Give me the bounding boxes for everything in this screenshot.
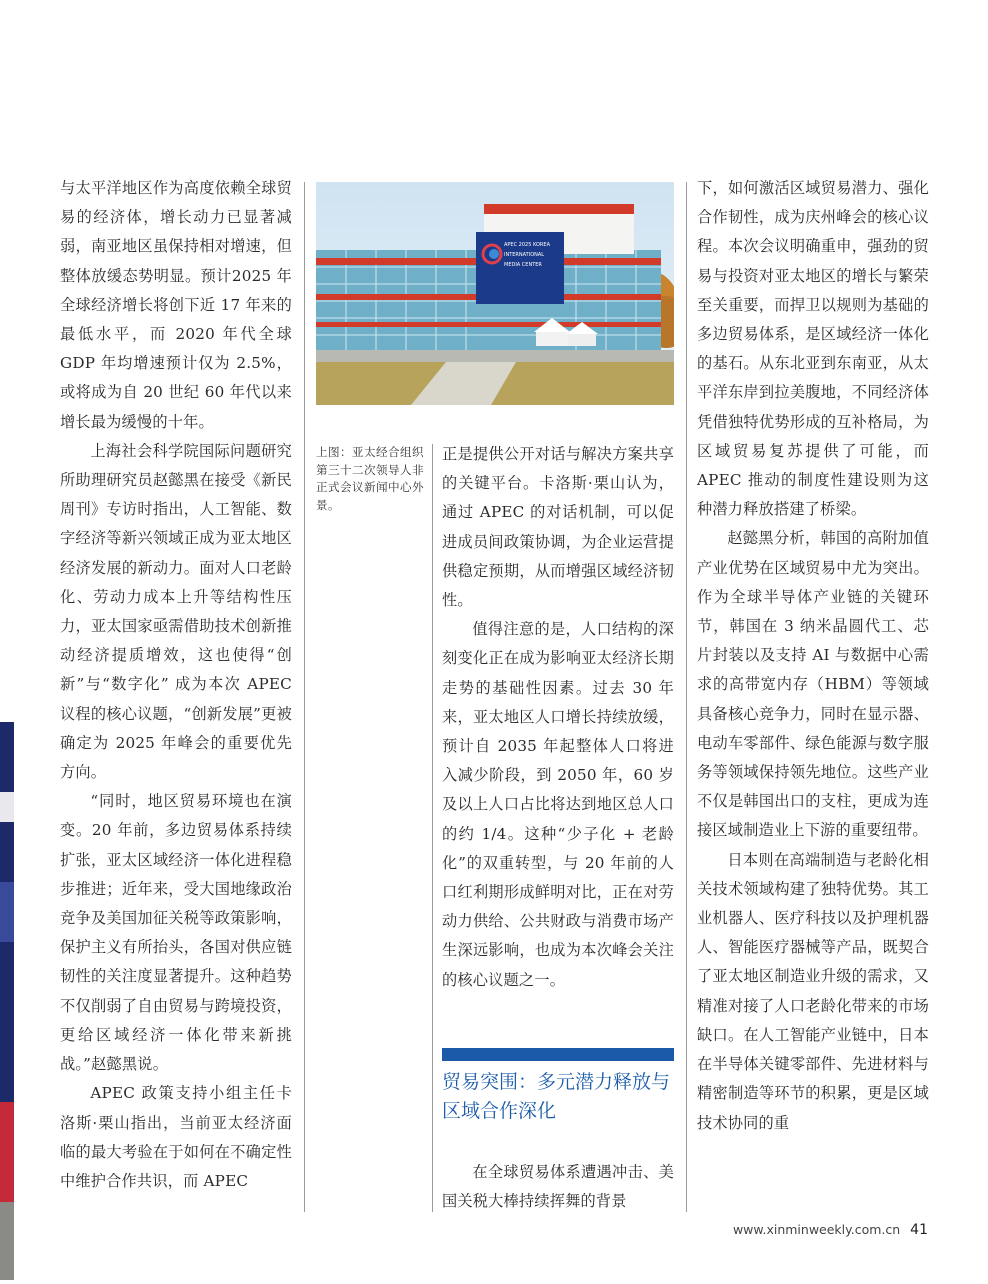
footer-url: www.xinminweekly.com.cn bbox=[732, 1222, 901, 1237]
article-paragraph: 与太平洋地区作为高度依赖全球贸易的经济体，增长动力已显著减弱，南亚地区虽保持相对增速，但整体放缓态势明显。预计2025 年全球经济增长将创下近 17 年来的最低水平，而 2020 年代全球 GDP 年均增速预计仅为 2.5%，或将成为自 20 世纪 60 年代以来增长最为缓慢的十年。 bbox=[60, 179, 292, 431]
article-paragraph: 下，如何激活区域贸易潜力、强化合作韧性，成为庆州峰会的核心议程。本次会议明确重申，强劲的贸易与投资对亚太地区的增长与繁荣至关重要，而捍卫以规则为基础的多边贸易体系，是区域经济一体化的基石。从东北亚到东南亚，从太平洋东岸到拉美腹地，不同经济体凭借独特优势形成的互补格局，为区域贸易复苏提供了可能，而 APEC 推动的制度性建设则为这种潜力释放搭建了桥梁。 bbox=[697, 179, 929, 519]
article-paragraph: 上海社会科学院国际问题研究所助理研究员赵懿黑在接受《新民周刊》专访时指出，人工智能、数字经济等新兴领域正成为亚太地区经济发展的新动力。面对人口老龄化、劳动力成本上升等结构性压力，亚太国家亟需借助技术创新推动经济提质增效，这也使得“创新”与“数字化” 成为本次 APEC 议程的核心议题，“创新发展”更被确定为 2025 年峰会的重要优先方向。 bbox=[60, 441, 292, 782]
article-column-2-continued bbox=[442, 1158, 674, 1216]
article-paragraph: “同时，地区贸易环境也在演变。20 年前，多边贸易体系持续扩张，亚太区域经济一体化进程稳步推进；近年来，受大国地缘政治竞争及美国加征关税等政策影响，保护主义有所抬头，各国对供应链韧性的关注度显著提升。这种趋势不仅削弱了自由贸易与跨境投资，更给区域经济一体化带来新挑战。”赵懿黑说。 bbox=[60, 792, 292, 1074]
column-divider bbox=[686, 182, 687, 1212]
banner-line: INTERNATIONAL bbox=[504, 252, 545, 258]
banner-line: MEDIA CENTER bbox=[504, 262, 542, 268]
media-center-photo bbox=[316, 182, 674, 405]
banner-line: APEC 2025 KOREA bbox=[504, 242, 550, 248]
photo-caption: 上图：亚太经合组织第三十二次领导人非正式会议新闻中心外景。 bbox=[316, 445, 424, 512]
page-number: 41 bbox=[910, 1222, 928, 1238]
article-paragraph: 赵懿黑分析，韩国的高附加值产业优势在区域贸易中尤为突出。作为全球半导体产业链的关键环节，韩国在 3 纳米晶圆代工、芯片封装以及支持 AI 与数据中心需求的高带宽内存（HBM）等领域具备核心竞争力，同时在显示器、电动车零部件、绿色能源与数字服务等领域保持领先地位。这些产业不仅是韩国出口的支柱，更成为连接区域制造业上下游的重要纽带。 bbox=[697, 529, 929, 840]
article-paragraph: 值得注意的是，人口结构的深刻变化正在成为影响亚太经济长期走势的基础性因素。过去 30 年来，亚太地区人口增长持续放缓，预计自 2035 年起整体人口将进入减少阶段，到 2050 年，60 岁及以上人口占比将达到地区总人口的约 1/4。这种“少子化 + 老龄化”的双重转型，与 20 年前的人口红利期形成鲜明对比，正在对劳动力供给、公共财政与消费市场产生深远影响，也成为本次峰会关注的核心议题之一。 bbox=[442, 620, 674, 989]
building-photo-illustration bbox=[316, 182, 674, 405]
article-column-2 bbox=[442, 440, 674, 995]
article-column-1 bbox=[60, 174, 292, 1196]
column-divider bbox=[304, 182, 305, 1212]
page-footer bbox=[733, 1222, 928, 1238]
section-heading: 贸易突围：多元潜力释放与区域合作深化 bbox=[442, 1071, 671, 1122]
article-paragraph: APEC 政策支持小组主任卡洛斯·栗山指出，当前亚太经济面临的最大考验在于如何在不确定性中维护合作共识，而 APEC bbox=[60, 1084, 292, 1190]
article-column-3 bbox=[697, 174, 929, 1138]
section-heading-bar bbox=[442, 1048, 674, 1061]
article-paragraph: 日本则在高端制造与老龄化相关技术领域构建了独特优势。其工业机器人、医疗科技以及护理机器人、智能医疗器械等产品，既契合了亚太地区制造业升级的需求，又精准对接了人口老龄化带来的市场缺口。在人工智能产业链中，日本在半导体关键零部件、先进材料与精密制造等环节的积累，更是区域技术协同的重 bbox=[697, 850, 929, 1132]
column-divider bbox=[432, 444, 433, 1212]
article-paragraph: 在全球贸易体系遭遇冲击、美国关税大棒持续挥舞的背景 bbox=[442, 1163, 674, 1211]
page-edge-image bbox=[0, 722, 14, 1280]
article-paragraph: 正是提供公开对话与解决方案共享的关键平台。卡洛斯·栗山认为，通过 APEC 的对话机制，可以促进成员间政策协调，为企业运营提供稳定预期，从而增强区域经济韧性。 bbox=[442, 445, 674, 610]
